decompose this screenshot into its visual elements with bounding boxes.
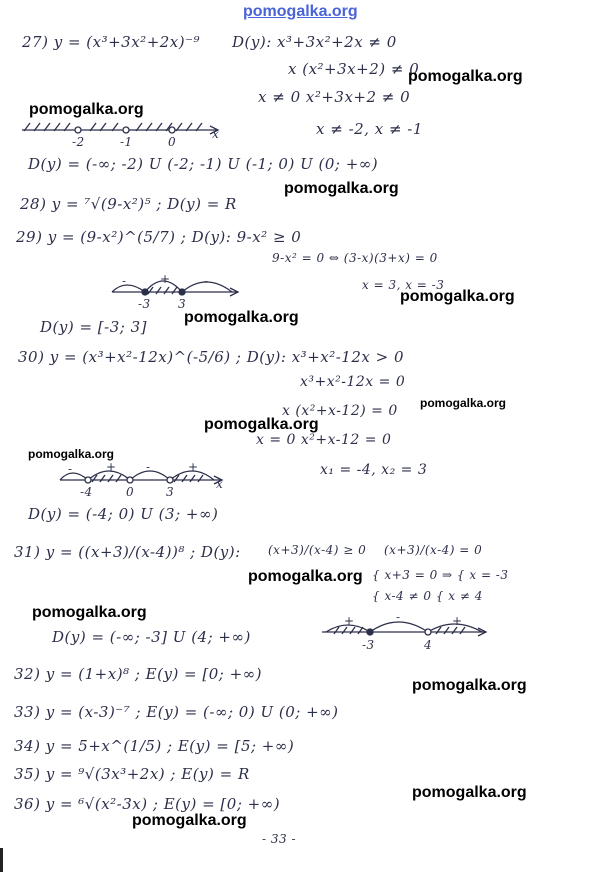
problem-31-system-2: { x-4 ≠ 0 { x ≠ 4 xyxy=(372,589,483,603)
watermark-top-link[interactable]: pomogalka.org xyxy=(243,3,358,20)
number-line-3-point-a xyxy=(85,477,91,483)
number-line-4-tick-label: 4 xyxy=(424,638,433,652)
number-line-3-sign: - xyxy=(146,460,151,474)
watermark-text: pomogalka.org xyxy=(412,784,527,801)
number-line-2-tick-label: 3 xyxy=(178,297,187,311)
watermark-text: pomogalka.org xyxy=(184,309,299,326)
problem-30-cases: x = 0 x²+x-12 = 0 xyxy=(256,432,392,448)
problem-34-line: 34) y = 5+x^(1/5) ; E(y) = [5; +∞) xyxy=(14,737,295,755)
problem-31-system-1: { x+3 = 0 ⇒ { x = -3 xyxy=(372,568,509,582)
number-line-2-hatching xyxy=(148,287,177,294)
problem-29-domain: D(y) = [-3; 3] xyxy=(40,318,147,336)
number-line-3-sign: + xyxy=(106,460,117,474)
number-line-2-point-b xyxy=(179,289,185,295)
watermark-text: pomogalka.org xyxy=(28,447,115,461)
watermark-text: pomogalka.org xyxy=(132,812,247,829)
number-line-3-tick-label: -4 xyxy=(80,485,93,499)
problem-27-factored: x (x²+3x+2) ≠ 0 xyxy=(288,60,420,78)
number-line-3-sign: + xyxy=(188,460,199,474)
problem-27-domain: D(y) = (-∞; -2) U (-2; -1) U (-1; 0) U (0; +∞) xyxy=(28,155,379,173)
number-line-2-sign: - xyxy=(204,274,209,288)
problem-30-equation: x³+x²-12x = 0 xyxy=(300,374,406,390)
number-line-4-sign: - xyxy=(396,610,401,624)
problem-30-roots: x₁ = -4, x₂ = 3 xyxy=(320,462,428,478)
problem-29-roots: x = 3, x = -3 xyxy=(362,278,445,292)
watermark-text: pomogalka.org xyxy=(248,568,363,585)
number-line-4-tick-label: -3 xyxy=(362,638,375,652)
watermark-text: pomogalka.org xyxy=(29,101,144,118)
problem-36-line: 36) y = ⁶√(x²-3x) ; E(y) = [0; +∞) xyxy=(14,795,281,813)
problem-31-equation: (x+3)/(x-4) = 0 xyxy=(384,543,483,557)
problem-33-line: 33) y = (x-3)⁻⁷ ; E(y) = (-∞; 0) U (0; +∞) xyxy=(14,703,339,721)
number-line-1-point-a xyxy=(75,127,81,133)
problem-29-solve: 9-x² = 0 ⇔ (3-x)(3+x) = 0 xyxy=(272,251,438,265)
number-line-1-point-c xyxy=(169,127,175,133)
problem-27-roots: x ≠ -2, x ≠ -1 xyxy=(316,120,423,138)
problem-31-domain: D(y) = (-∞; -3] U (4; +∞) xyxy=(52,628,251,646)
number-line-1-tick-label: -2 xyxy=(72,135,85,149)
number-line-3-arc-1 xyxy=(60,473,88,480)
problem-28-line: 28) y = ⁷√(9-x²)⁵ ; D(y) = R xyxy=(20,195,237,213)
problem-31-line: 31) y = ((x+3)/(x-4))⁸ ; D(y): xyxy=(14,543,241,561)
number-line-3-point-b xyxy=(127,477,133,483)
page-edge-mark xyxy=(0,848,3,872)
watermark-text: pomogalka.org xyxy=(400,288,515,305)
number-line-3-variable: x xyxy=(216,477,224,491)
problem-30-line: 30) y = (x³+x²-12x)^(-5/6) ; D(y): x³+x²-12x > 0 xyxy=(18,348,404,366)
problem-29-line: 29) y = (9-x²)^(5/7) ; D(y): 9-x² ≥ 0 xyxy=(16,228,302,246)
number-line-2-point-a xyxy=(142,289,148,295)
problem-30-factored: x (x²+x-12) = 0 xyxy=(282,403,398,419)
number-line-1-tick-label: -1 xyxy=(120,135,133,149)
number-line-2-sign: + xyxy=(160,272,171,286)
problem-31-inequality: (x+3)/(x-4) ≥ 0 xyxy=(268,543,367,557)
watermark-text: pomogalka.org xyxy=(412,677,527,694)
number-line-4-sign: + xyxy=(344,614,355,628)
number-line-4-point-a xyxy=(367,629,373,635)
number-line-1-tick-label: 0 xyxy=(168,135,177,149)
number-line-3-sign: - xyxy=(68,462,73,476)
number-line-2-sign: - xyxy=(122,274,127,288)
page-number: - 33 - xyxy=(262,832,297,846)
number-line-1-point-b xyxy=(123,127,129,133)
number-line-1-variable: x xyxy=(212,127,220,141)
watermark-text: pomogalka.org xyxy=(204,416,319,433)
number-line-2-tick-label: -3 xyxy=(138,297,151,311)
number-line-3-tick-label: 0 xyxy=(126,485,135,499)
watermark-text: pomogalka.org xyxy=(32,604,147,621)
problem-30-domain: D(y) = (-4; 0) U (3; +∞) xyxy=(28,505,219,523)
watermark-text: pomogalka.org xyxy=(420,396,507,410)
watermark-text: pomogalka.org xyxy=(408,68,523,85)
number-line-3-hatching xyxy=(92,475,203,482)
problem-27-cases: x ≠ 0 x²+3x+2 ≠ 0 xyxy=(258,88,411,106)
problem-35-line: 35) y = ⁹√(3x³+2x) ; E(y) = R xyxy=(14,765,250,783)
problem-27-function: 27) y = (x³+3x²+2x)⁻⁹ xyxy=(22,33,201,51)
number-line-4-hatching xyxy=(334,627,465,634)
number-line-4-sign: + xyxy=(452,614,463,628)
number-line-3-point-c xyxy=(167,477,173,483)
problem-27-domain-condition: D(y): x³+3x²+2x ≠ 0 xyxy=(232,33,397,51)
number-line-4-point-b xyxy=(425,629,431,635)
problem-32-line: 32) y = (1+x)⁸ ; E(y) = [0; +∞) xyxy=(14,665,263,683)
number-line-3-tick-label: 3 xyxy=(166,485,175,499)
number-line-2-arc-1 xyxy=(112,285,145,292)
watermark-text: pomogalka.org xyxy=(284,180,399,197)
